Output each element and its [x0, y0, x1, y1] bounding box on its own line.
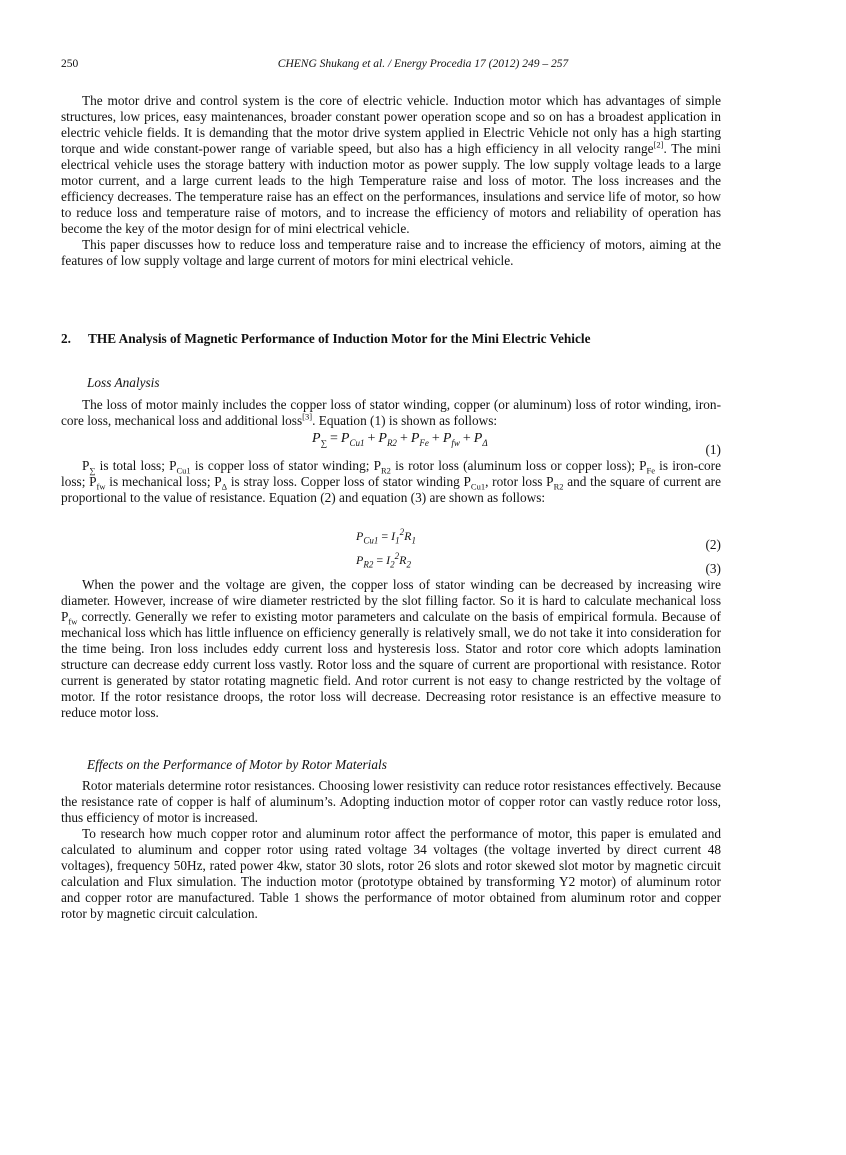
subheading-loss-analysis: Loss Analysis	[87, 375, 160, 390]
rotor-block	[61, 778, 721, 922]
intro-paragraph-2: This paper discusses how to reduce loss and temperature raise and to increase the efficiency of motors, aiming at the features of low supply voltage and large current of motors for mini electrical vehicle.	[61, 237, 721, 268]
equation-3: $P_{R2} = I_2^2R_2$	[356, 551, 411, 570]
running-head: CHENG Shukang et al. / Energy Procedia 17 (2012) 249 – 257	[277, 58, 569, 70]
section-heading	[61, 331, 591, 347]
equation-2: $P_{Cu1} = I_1^2R_1$	[356, 527, 416, 546]
citation: [2]	[653, 139, 664, 150]
intro-paragraph-1: The motor drive and control system is the core of electric vehicle. Induction motor which has advantages of simple structures, low prices, easy maintenances, broader constant power operation scope and so on has a broadest application in electric vehicle fields. It is demanding that the motor drive system applied in Electric Vehicle not only has a high starting torque and wide constant-power range of variable speed, but also has a high efficiency in all velocity range[2]. The mini electrical vehicle uses the storage battery with induction motor as power supply. The low supply voltage leads to a large motor current, and a large current leads to the high Temperature raise and loss of motor. The loss increases and the efficiency decreases. The temperature raise has an effect on the performances, insulations and service life of motor, so how to reduce loss and temperature raise of motors, and to increase the efficiency of motors and reliability of operation has become the key of the motor design for of mini electrical vehicle.	[61, 93, 721, 236]
equation-number-3: (3)	[705, 561, 721, 576]
intro-block	[61, 93, 721, 269]
citation: [3]	[302, 411, 313, 422]
section-number: 2.	[61, 331, 71, 346]
section-title: THE Analysis of Magnetic Performance of Induction Motor for the Mini Electric Vehicle	[88, 331, 591, 346]
rotor-paragraph-1: Rotor materials determine rotor resistances. Choosing lower resistivity can reduce rotor resistances effectively. Because the resistance rate of copper is half of aluminum’s. Adopting induction motor of copper rotor can vastly reduce rotor loss, thus efficiency of motor is increased.	[61, 778, 721, 825]
page-number: 250	[61, 58, 79, 70]
subheading-rotor-materials: Effects on the Performance of Motor by Rotor Materials	[87, 757, 387, 772]
rotor-paragraph-2: To research how much copper rotor and aluminum rotor affect the performance of motor, this paper is emulated and calculated to aluminum and copper rotor using rated voltage 34 voltages (the voltage inverted by direct current 48 voltages), frequency 50Hz, rated power 4kw, stator 30 slots, rotor 26 slots and rotor skewed slot motor by magnetic circuit calculation and Flux simulation. The induction motor (prototype obtained by transforming Y2 motor) of aluminum rotor and copper rotor are manufactured. Table 1 shows the performance of motor obtained from aluminum rotor and copper rotor by magnetic circuit calculation.	[61, 826, 721, 921]
loss-paragraph-3: When the power and the voltage are given, the copper loss of stator winding can be decreased by increasing wire diameter. However, increase of wire diameter restricted by the slot filling factor. So it is hard to calculate mechanical loss $P_{fw}$ correctly. Generally we refer to existing motor parameters and calculate on the basis of empirical formula. Because of mechanical loss which has little influence on efficiency generally is relatively small, we do not take it into consideration for the time being. Iron loss includes eddy current loss and hysteresis loss. Stator and rotor core which adopts lamination structure can decrease eddy current loss vastly. Rotor loss and the square of current are proportional with resistance. Rotor current is generated by stator rotating magnetic field. And rotor current is not easy to change restricted by the voltage of motor. If the rotor resistance droops, the rotor loss will decrease. Decreasing rotor resistance is an effective measure to reduce motor loss.	[61, 577, 721, 720]
loss-paragraph-1: The loss of motor mainly includes the copper loss of stator winding, copper (or aluminum) loss of rotor winding, iron-core loss, mechanical loss and additional loss[3]. Equation (1) is shown as follows:	[61, 397, 721, 428]
loss-paragraph-2: $P_\sum$ is total loss; $P_{Cu1}$ is copper loss of stator winding; $P_{R2}$ is rotor loss (aluminum loss or copper loss); $P_{Fe}$ is iron-core loss; $P_{fw}$ is mechanical loss; $P_\Delta$ is stray loss. Copper loss of stator winding $P_{Cu1}$, rotor loss $P_{R2}$ and the square of current are proportional to the value of resistance. Equation (2) and equation (3) are shown as follows:	[61, 458, 722, 505]
loss-block-2	[61, 458, 721, 506]
equation-number-1: (1)	[705, 442, 721, 457]
equation-1: $P_\sum = P_{Cu1} + P_{R2} + P_{Fe} + P_{fw} + P_\Delta$	[312, 431, 488, 448]
loss-block-3	[61, 577, 721, 721]
loss-block-1	[61, 397, 721, 429]
equation-number-2: (2)	[705, 537, 721, 552]
